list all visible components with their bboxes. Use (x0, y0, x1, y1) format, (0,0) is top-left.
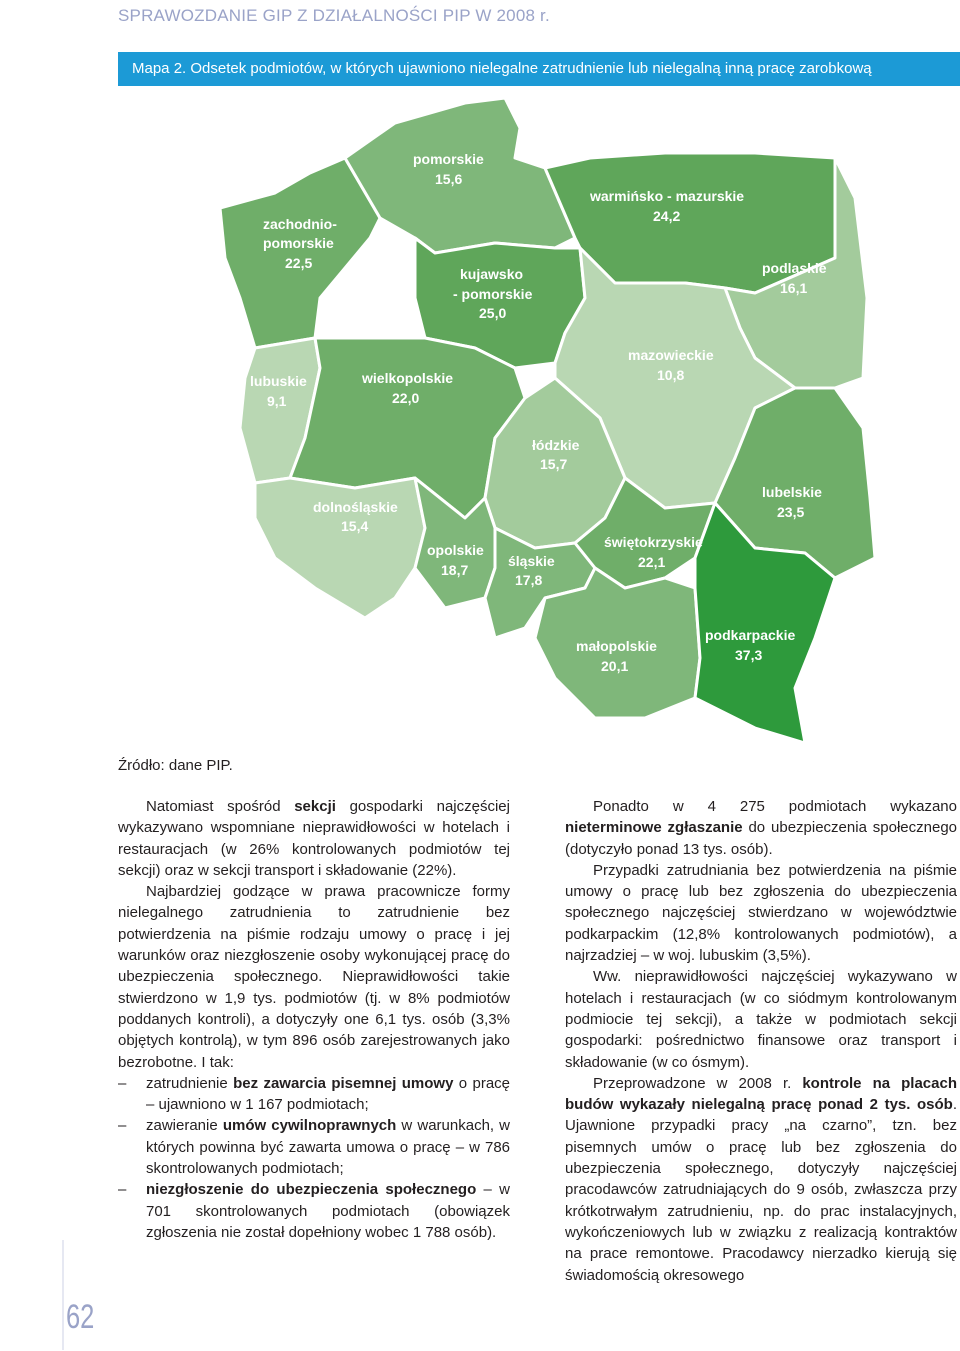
label-lodzkie: łódzkie (532, 437, 580, 453)
value-lubelskie: 23,5 (777, 504, 805, 520)
text-run: zatrudnienie (146, 1074, 234, 1092)
value-lodzkie: 15,7 (540, 456, 568, 472)
dash-list-item (118, 1073, 510, 1116)
label-zachodniopomorskie-2: pomorskie (263, 235, 334, 251)
text-run: – w 701 skontrolowanych podmiotach (obowiązek zgłoszenia nie został dopełniony wobec 1 788 osób). (146, 1181, 510, 1241)
label-slaskie: śląskie (508, 553, 555, 569)
bold-text: nieterminowe zgłaszanie (565, 819, 743, 837)
paragraph (565, 1073, 957, 1286)
paragraph: Najbardziej godzące w prawa pracownicze formy nielegalnego zatrudnienia to zatrudnienie bez potwierdzenia na piśmie rodzaju umowy o pracę i jej warunków oraz niezgłoszenie osoby wykonującej pracę do ubezpieczenia społecznego. Nieprawidłowości takie stwierdzono w 1,9 tys. podmiotów (tj. w 8% podmiotów poddanych kontroli), a dotyczyły one 6,1 tys. osób (3,3% objętych kontrolą), w tym 896 osób zarejestrowanych jako bezrobotne. I tak: (118, 883, 510, 1071)
value-dolnoslaskie: 15,4 (341, 518, 369, 534)
value-lubuskie: 9,1 (267, 393, 287, 409)
map-svg (195, 98, 875, 748)
paragraph (565, 796, 957, 860)
margin-rule (62, 1240, 64, 1350)
value-opolskie: 18,7 (441, 562, 469, 578)
text-run: . Ujawnione przypadki pracy „na czarno”, tzn. bez pisemnych umów o pracę lub bez zgłoszenia do ubezpieczenia społecznego, dotyczyły najczęściej pracodawców zatrudniających do 9 osób, zwłaszcza przy krótkotrwałym zatrudnieniu, np. do prac instalacyjnych, wykończeniowych lub w związku z realizacją kontraktów na prace remontowe. Pracodawcy nierzadko kierują się świadomością okresowego (565, 1096, 957, 1284)
bold-text: bez zawarcia pisemnej umowy (233, 1074, 454, 1092)
text-run: Przeprowadzone w 2008 r. (593, 1074, 803, 1092)
value-swietokrzyskie: 22,1 (638, 554, 666, 570)
label-dolnoslaskie: dolnośląskie (313, 499, 398, 515)
label-kujawsko-pomorskie: kujawsko (460, 266, 524, 282)
value-zachodniopomorskie: 22,5 (285, 255, 313, 271)
text-column-left (118, 796, 510, 1243)
value-wielkopolskie: 22,0 (392, 390, 420, 406)
value-mazowieckie: 10,8 (657, 367, 685, 383)
value-pomorskie: 15,6 (435, 171, 463, 187)
label-lubelskie: lubelskie (762, 484, 822, 500)
paragraph (118, 796, 510, 881)
map-title-bar: Mapa 2. Odsetek podmiotów, w których ujawniono nielegalne zatrudnienie lub nielegalną inną pracę zarobkową (118, 52, 960, 86)
value-podlaskie: 16,1 (780, 280, 808, 296)
dash-list-item (118, 1179, 510, 1243)
text-run: Natomiast spośród (146, 798, 295, 815)
source-note: Źródło: dane PIP. (118, 757, 233, 774)
page-number: 62 (66, 1298, 95, 1336)
label-kujawsko-pomorskie-2: - pomorskie (453, 286, 533, 302)
label-pomorskie: pomorskie (413, 151, 484, 167)
text-column-right (565, 796, 957, 1286)
poland-map (195, 98, 875, 748)
label-warminsko-mazurskie: warmińsko - mazurskie (590, 188, 745, 204)
dash-list-item (118, 1115, 510, 1179)
label-mazowieckie: mazowieckie (628, 347, 714, 363)
text-run: Ponadto w 4 275 podmiotach wykazano (593, 798, 957, 815)
value-malopolskie: 20,1 (601, 658, 629, 674)
bold-text: niezgłoszenie do ubezpieczenia społecznego (146, 1181, 477, 1199)
paragraph: Ww. nieprawidłowości najczęściej wykazywano w hotelach i restauracjach (w co siódmym kontrolowanym podmiocie tej sekcji), a także w podmiotach sekcji gospodarki: pośrednictwo finansowe oraz transport i składowanie (w co ósmym). (565, 968, 957, 1071)
text-run: do ubezpieczenia społecznego (dotyczyło ponad 13 tys. osób). (565, 819, 957, 858)
label-podkarpackie: podkarpackie (705, 627, 796, 643)
bold-text: umów cywilnoprawnych (222, 1117, 397, 1135)
text-run: gospodarki najczęściej wykazywano wspomniane nieprawidłowości w hotelach i restauracjach (w 26% kontrolowanych podmiotów tej sekcji) oraz w sekcji transport i składowanie (22%). (118, 798, 510, 879)
bold-text: kontrole na placach budów wykazały nielegalną pracę ponad 2 tys. osób (565, 1074, 957, 1114)
value-kujawsko-pomorskie: 25,0 (479, 305, 507, 321)
region-zachodniopomorskie (220, 158, 380, 348)
label-malopolskie: małopolskie (576, 638, 657, 654)
value-slaskie: 17,8 (515, 572, 543, 588)
label-wielkopolskie: wielkopolskie (362, 370, 454, 386)
value-podkarpackie: 37,3 (735, 647, 763, 663)
text-run: zawieranie (146, 1117, 223, 1135)
running-header: SPRAWOZDANIE GIP Z DZIAŁALNOŚCI PIP W 2008 r. (118, 6, 550, 25)
label-lubuskie: lubuskie (250, 373, 307, 389)
label-opolskie: opolskie (427, 542, 484, 558)
value-warminsko-mazurskie: 24,2 (653, 208, 681, 224)
label-podlaskie: podlaskie (762, 260, 827, 276)
paragraph: Przypadki zatrudniania bez potwierdzenia na piśmie umowy o pracę lub bez zgłoszenia do ubezpieczenia społecznego najczęściej stwierdzano w województwie podkarpackim (12,8% kontrolowanych podmiotów), a najrzadziej – w woj. lubuskim (3,5%). (565, 861, 957, 965)
label-zachodniopomorskie: zachodnio- (263, 216, 337, 232)
label-swietokrzyskie: świętokrzyskie (604, 534, 703, 550)
text-run: w warunkach, w których powinna być zawarta umowa o pracę – w 786 skontrolowanych podmiotach; (146, 1117, 511, 1178)
bold-text: sekcji (294, 798, 336, 815)
text-run: o pracę – ujawniono w 1 167 podmiotach; (146, 1074, 511, 1114)
